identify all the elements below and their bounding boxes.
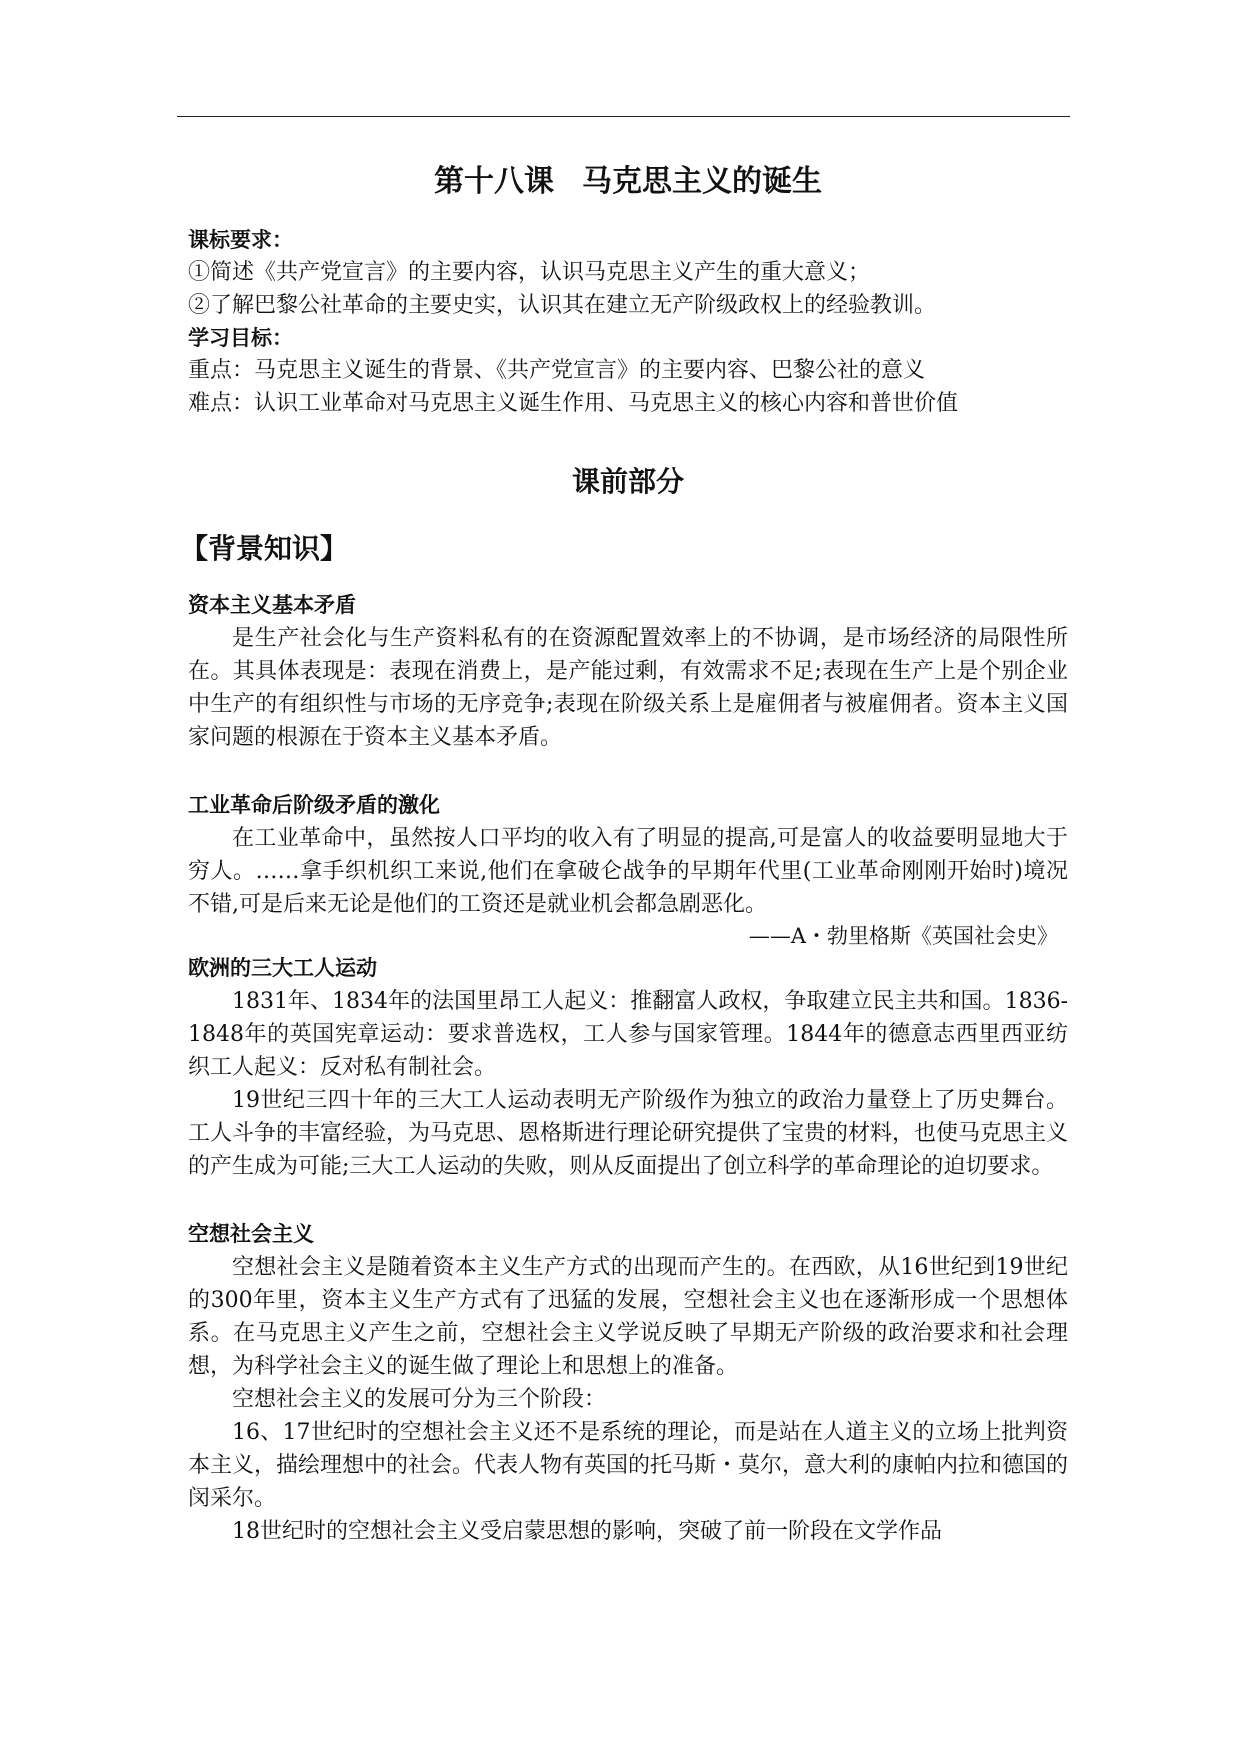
utopian-heading: 空想社会主义	[188, 1221, 314, 1246]
section-title: 课前部分	[571, 465, 684, 498]
standard-item-1: ①简述《共产党宣言》的主要内容，认识马克思主义产生的重大意义；	[188, 260, 871, 285]
workers-movements-paragraph-1: 1831年、1834年的法国里昂工人起义：推翻富人政权，争取建立民主共和国。1836-1848年的英国宪章运动：要求普选权，工人参与国家管理。1844年的德意志西里西亚纺织工人起义：反对私有制社会。	[188, 989, 1068, 1080]
contradiction-paragraph: 是生产社会化与生产资料私有的在资源配置效率上的不协调，是市场经济的局限性所在。其具体表现是：表现在消费上，是产能过剩，有效需求不足;表现在生产上是个别企业中生产的有组织性与市场的无序竞争;表现在阶级关系上是雇佣者与被雇佣者。资本主义国家问题的根源在于资本主义基本矛盾。	[188, 626, 1068, 750]
workers-movements-heading: 欧洲的三大工人运动	[188, 955, 377, 980]
contradiction-heading: 资本主义基本矛盾	[188, 592, 356, 617]
lesson-title	[188, 158, 1068, 206]
background-knowledge-heading: 【背景知识】	[180, 532, 349, 565]
citation: ——A・勃里格斯《英国社会史》	[748, 924, 1058, 948]
class-conflict-heading: 工业革命后阶级矛盾的激化	[188, 792, 440, 817]
utopian-paragraph-2: 空想社会主义的发展可分为三个阶段：	[232, 1387, 607, 1412]
utopian-paragraph-3: 16、17世纪时的空想社会主义还不是系统的理论，而是站在人道主义的立场上批判资本主义，描绘理想中的社会。代表人物有英国的托马斯・莫尔，意大利的康帕内拉和德国的闵采尔。	[188, 1420, 1069, 1511]
difficulties: 难点：认识工业革命对马克思主义诞生作用、马克思主义的核心内容和普世价值	[188, 391, 959, 416]
workers-movements-paragraph-2: 19世纪三四十年的三大工人运动表明无产阶级作为独立的政治力量登上了历史舞台。工人斗争的丰富经验，为马克思、恩格斯进行理论研究提供了宝贵的材料，也使马克思主义的产生成为可能;三大工人运动的失败，则从反面提出了创立科学的革命理论的迫切要求。	[188, 1088, 1069, 1179]
lesson-number: 第十八课	[434, 164, 554, 199]
header-rule	[177, 116, 1070, 117]
utopian-text	[188, 1251, 1068, 1548]
page-content	[180, 158, 1069, 1548]
standard-item-2: ②了解巴黎公社革命的主要史实，认识其在建立无产阶级政权上的经验教训。	[188, 293, 937, 318]
lesson-name: 马克思主义的诞生	[582, 164, 822, 199]
goals-label: 学习目标：	[188, 325, 293, 350]
standards-label: 课标要求：	[188, 227, 293, 252]
class-conflict-paragraph: 在工业革命中，虽然按人口平均的收入有了明显的提高,可是富人的收益要明显地大于穷人。……拿手织机织工来说,他们在拿破仑战争的早期年代里(工业革命刚刚开始时)境况不错,可是后来无论是他们的工资还是就业机会都急剧恶化。	[188, 826, 1068, 917]
utopian-paragraph-1: 空想社会主义是随着资本主义生产方式的出现而产生的。在西欧，从16世纪到19世纪的300年里，资本主义生产方式有了迅猛的发展，空想社会主义也在逐渐形成一个思想体系。在马克思主义产生之前，空想社会主义学说反映了早期无产阶级的政治要求和社会理想，为科学社会主义的诞生做了理论上和思想上的准备。	[188, 1255, 1068, 1379]
class-conflict-text	[188, 822, 1068, 921]
workers-movements-text	[188, 985, 1068, 1183]
contradiction-text	[188, 622, 1068, 754]
key-points: 重点：马克思主义诞生的背景、《共产党宣言》的主要内容、巴黎公社的意义	[188, 358, 926, 383]
utopian-paragraph-4: 18世纪时的空想社会主义受启蒙思想的影响，突破了前一阶段在文学作品	[232, 1519, 942, 1544]
